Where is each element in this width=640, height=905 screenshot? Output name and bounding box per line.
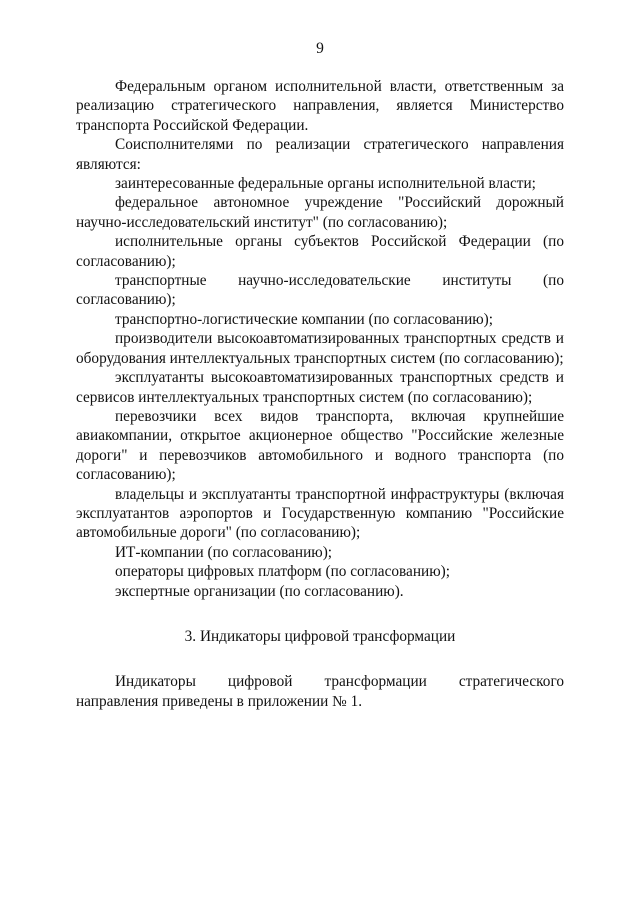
paragraph-indicators: Индикаторы цифровой трансформации стратегического направления приведены в приложении № 1. (76, 673, 564, 710)
paragraph-co-executors-intro: Соисполнителями по реализации стратегического направления являются: (76, 136, 564, 173)
list-item-vehicle-manufacturers: производители высокоавтоматизированных транспортных средств и оборудования интеллектуальных транспортных систем (по согласованию); (76, 330, 564, 367)
list-item-transport-institutes: транспортные научно-исследовательские институты (по согласованию); (76, 272, 564, 309)
page-number: 9 (316, 40, 324, 57)
list-item-expert-organizations: экспертные организации (по согласованию). (115, 582, 404, 600)
section-heading: 3. Индикаторы цифровой трансформации (184, 627, 456, 645)
list-item-it-companies: ИТ-компании (по согласованию); (115, 543, 333, 561)
list-item-platform-operators: операторы цифровых платформ (по согласованию); (115, 563, 450, 581)
list-item-vehicle-operators: эксплуатанты высокоавтоматизированных транспортных средств и сервисов интеллектуальных транспортных систем (по согласованию); (76, 369, 564, 406)
list-item-carriers: перевозчики всех видов транспорта, включая крупнейшие авиакомпании, открытое акционерное общество "Российские железные дороги" и перевозчиков автомобильного и водного транспорта (по согласованию); (76, 407, 564, 484)
list-item-regional-authorities: исполнительные органы субъектов Российской Федерации (по согласованию); (76, 233, 564, 270)
list-item-federal-authorities: заинтересованные федеральные органы исполнительной власти; (115, 175, 536, 193)
document-body (76, 77, 564, 711)
list-item-road-institute: федеральное автономное учреждение "Российский дорожный научно-исследовательский институт" (по согласованию); (76, 194, 564, 231)
paragraph-responsible-authority: Федеральным органом исполнительной власти, ответственным за реализацию стратегического направления, является Министерство транспорта Российской Федерации. (76, 78, 564, 134)
list-item-logistics-companies: транспортно-логистические компании (по согласованию); (115, 310, 494, 328)
list-item-infrastructure-owners: владельцы и эксплуатанты транспортной инфраструктуры (включая эксплуатантов аэропортов и Государственную компанию "Российские автомобильные дороги" (по согласованию); (76, 485, 564, 542)
